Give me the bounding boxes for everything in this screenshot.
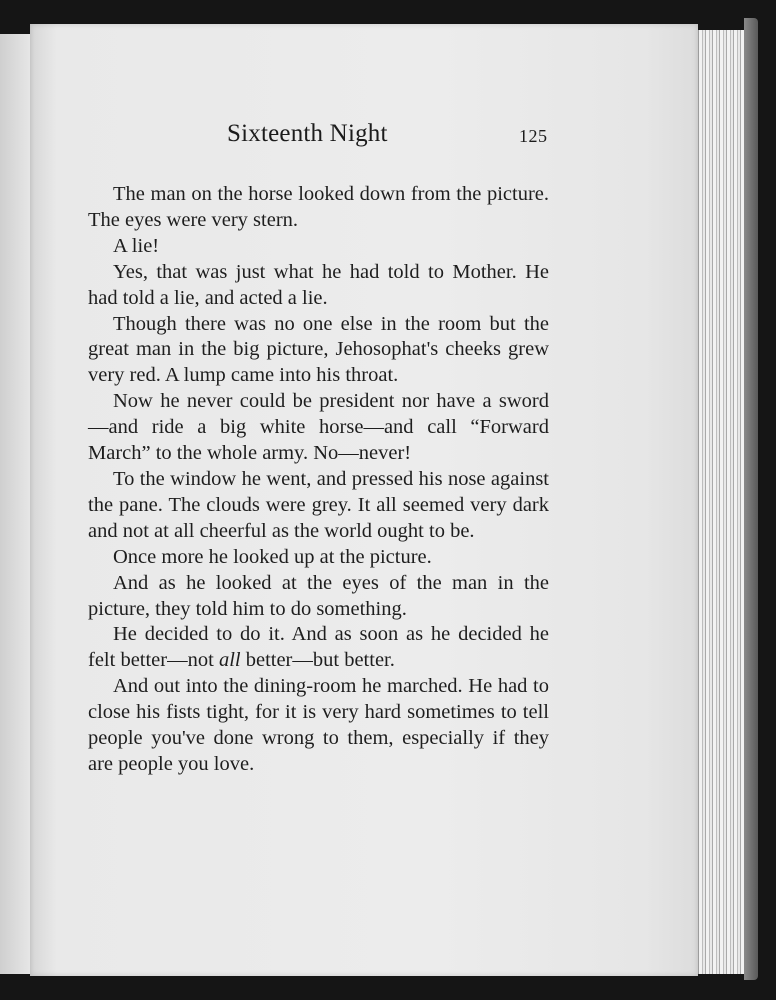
paragraph: Yes, that was just what he had told to Mother. He had told a lie, and acted a lie. xyxy=(88,260,549,309)
book-cover-edge xyxy=(744,18,758,980)
facing-page-edge xyxy=(0,34,31,974)
page-header xyxy=(30,116,698,156)
paragraph: And as he looked at the eyes of the man in the picture, they told him to do something. xyxy=(88,571,549,620)
paragraph: Once more he looked up at the picture. xyxy=(113,545,432,568)
paragraph-text: He decided to do it. And as soon as he decided he felt better—not xyxy=(88,623,549,672)
paragraph: To the window he went, and pressed his nose against the pane. The clouds were grey. It all seemed very dark and not at all cheerful as the world ought to be. xyxy=(88,467,549,542)
paragraph: Though there was no one else in the room but the great man in the big picture, Jehosophat's cheeks grew very red. A lump came into his throat. xyxy=(88,312,549,387)
book-page xyxy=(30,24,698,976)
paragraph: A lie! xyxy=(113,234,160,257)
running-head: Sixteenth Night xyxy=(227,120,388,147)
paragraph: The man on the horse looked down from the picture. The eyes were very stern. xyxy=(88,183,549,231)
page-block-edges xyxy=(698,30,745,974)
paragraph-text: better—but better. xyxy=(240,649,395,672)
paragraph: And out into the dining-room he marched. He had to close his fists tight, for it is very hard sometimes to tell people you've done wrong to them, especially if they are people you love. xyxy=(88,675,549,775)
page-number: 125 xyxy=(519,126,548,146)
body-text xyxy=(88,182,549,778)
paragraph xyxy=(88,622,549,674)
emphasis-word: all xyxy=(218,649,241,672)
paragraph: Now he never could be president nor have a sword—and ride a big white horse—and call “Forward March” to the whole army. No—never! xyxy=(88,390,549,465)
